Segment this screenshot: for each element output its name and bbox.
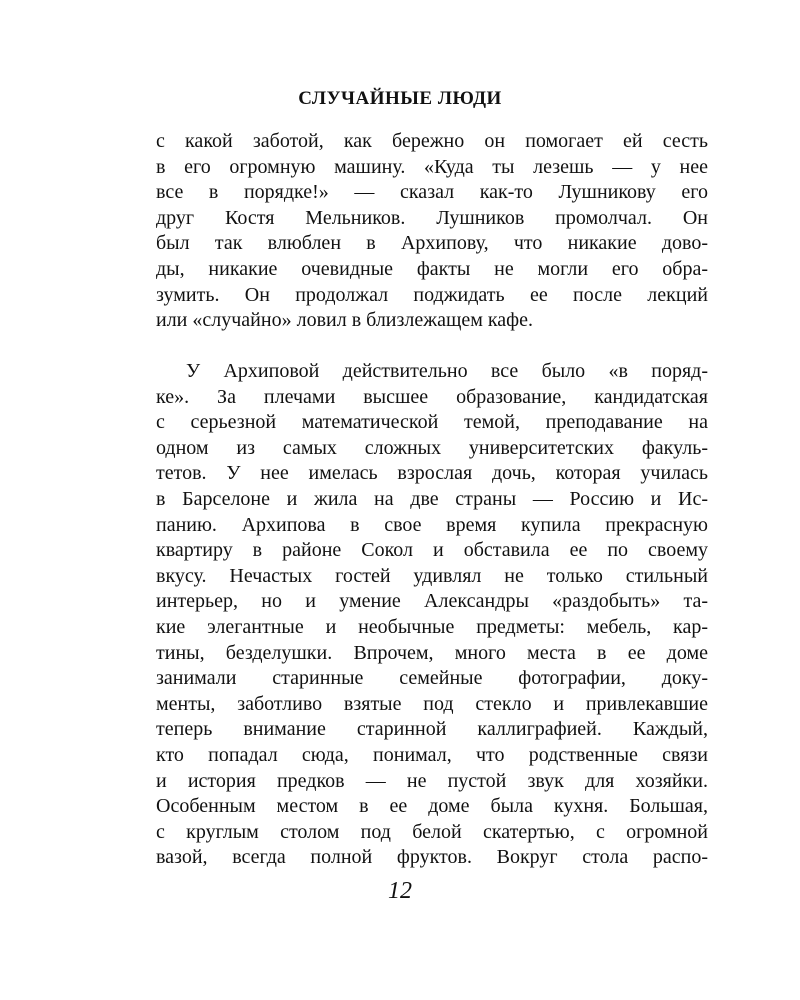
text-line: и история предков — не пустой звук для хозяйки. (156, 769, 708, 792)
text-line: Особенным местом в ее доме была кухня. Большая, (156, 795, 708, 818)
text-line: ды, никакие очевидные факты не могли его обра- (156, 257, 708, 280)
text-line: вазой, всегда полной фруктов. Вокруг стола распо- (156, 846, 708, 869)
text-line: менты, заботливо взятые под стекло и привлекавшие (156, 692, 708, 715)
text-line: друг Костя Мельников. Лушников промолчал. Он (156, 206, 708, 229)
text-line: все в порядке!» — сказал как-то Лушникову его (156, 181, 708, 204)
text-line: с серьезной математической темой, преподавание на (156, 411, 708, 434)
text-line: квартиру в районе Сокол и обставила ее по своему (156, 539, 708, 562)
text-line: панию. Архипова в свое время купила прекрасную (156, 513, 708, 536)
text-line: тетов. У нее имелась взрослая дочь, которая училась (156, 462, 708, 485)
text-line: кие элегантные и необычные предметы: мебель, кар- (156, 615, 708, 638)
text-line: с какой заботой, как бережно он помогает ей сесть (156, 130, 708, 152)
page-number: 12 (388, 878, 412, 904)
text-line: У Архиповой действительно все было «в поряд- (186, 360, 708, 382)
running-title: СЛУЧАЙНЫЕ ЛЮДИ (298, 88, 502, 109)
text-line: ке». За плечами высшее образование, кандидатская (156, 385, 708, 408)
text-line: зумить. Он продолжал поджидать ее после лекций (156, 283, 708, 306)
paragraph-1 (156, 129, 708, 334)
text-line: одном из самых сложных университетских факуль- (156, 436, 708, 459)
text-line: теперь внимание старинной каллиграфией. Каждый, (156, 718, 708, 741)
text-line: вкусу. Нечастых гостей удивлял не только стильный (156, 564, 708, 587)
text-line: в Барселоне и жила на две страны — Россию и Ис- (156, 487, 708, 510)
text-line: занимали старинные семейные фотографии, доку- (156, 667, 708, 690)
text-line: был так влюблен в Архипову, что никакие дово- (156, 232, 708, 255)
text-line: тины, безделушки. Впрочем, много места в ее доме (156, 641, 708, 664)
text-line: или «случайно» ловил в близлежащем кафе. (156, 309, 534, 332)
text-line: с круглым столом под белой скатертью, с огромной (156, 820, 708, 843)
paragraph-2 (156, 359, 708, 871)
text-line: кто попадал сюда, понимал, что родственные связи (156, 743, 708, 766)
text-line: в его огромную машину. «Куда ты лезешь — у нее (156, 155, 708, 178)
text-line: интерьер, но и умение Александры «раздобыть» та- (156, 590, 708, 613)
